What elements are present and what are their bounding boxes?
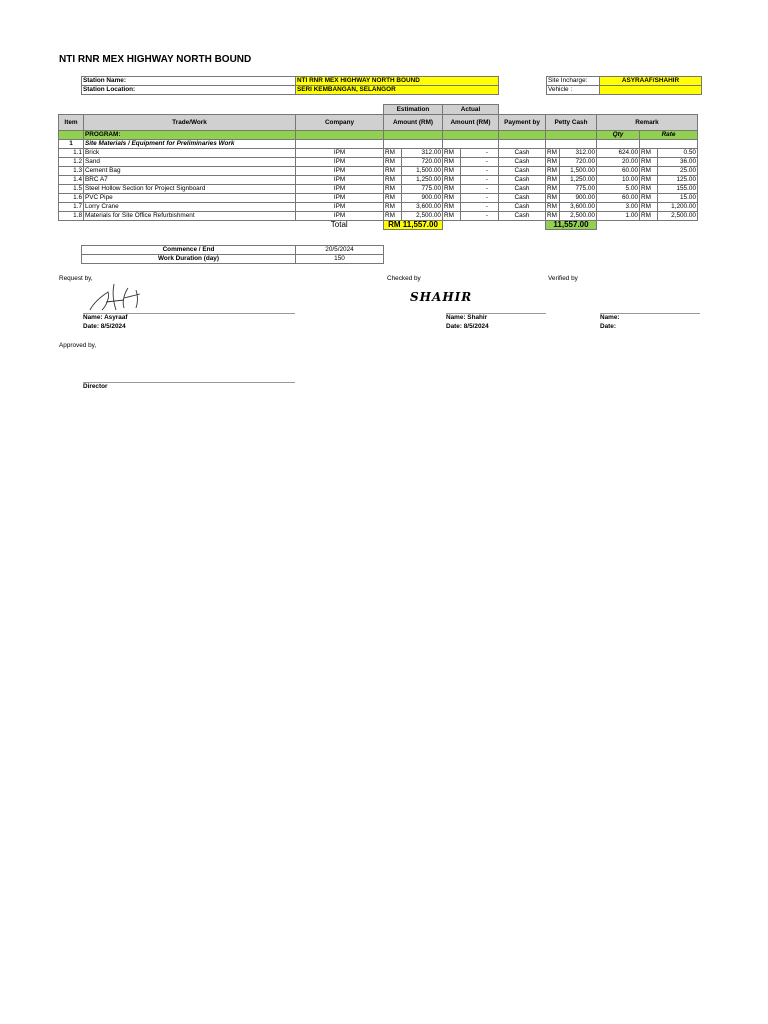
director-signature-line (83, 382, 295, 383)
estimation-amount: 900.00 (402, 194, 443, 203)
actual-amount: - (461, 176, 499, 185)
payment-by: Cash (499, 212, 546, 221)
page-title: NTI RNR MEX HIGHWAY NORTH BOUND (59, 54, 252, 65)
act-currency: RM (443, 185, 461, 194)
trade-work: Brick (84, 149, 296, 158)
program-label: PROGRAM: (84, 131, 296, 140)
estimation-amount: 312.00 (402, 149, 443, 158)
rate-currency: RM (640, 203, 658, 212)
company: IPM (296, 185, 384, 194)
est-currency: RM (384, 185, 402, 194)
item-number: 1.2 (59, 158, 84, 167)
act-currency: RM (443, 149, 461, 158)
requester-name: Name: Asyraaf (83, 314, 128, 321)
company: IPM (296, 212, 384, 221)
est-currency: RM (384, 203, 402, 212)
actual-amount: - (461, 149, 499, 158)
est-currency: RM (384, 176, 402, 185)
trade-work: Lorry Crane (84, 203, 296, 212)
total-estimation: RM 11,557.00 (384, 221, 443, 230)
company-header: Company (296, 115, 384, 131)
schedule-table (81, 245, 384, 264)
section-item: 1 (59, 140, 84, 149)
qty: 20.00 (597, 158, 640, 167)
estimation-amount: 1,500.00 (402, 167, 443, 176)
station-name-value: NTI RNR MEX HIGHWAY NORTH BOUND (296, 77, 499, 86)
table-row (59, 158, 698, 167)
estimation-header: Estimation (384, 105, 443, 115)
approved-by-label: Approved by, (59, 342, 97, 349)
rate-currency: RM (640, 185, 658, 194)
petty-cash: 1,250.00 (560, 176, 597, 185)
estimation-amount: 720.00 (402, 158, 443, 167)
payment-by: Cash (499, 167, 546, 176)
rate: 25.00 (658, 167, 698, 176)
company: IPM (296, 158, 384, 167)
vehicle-value (600, 86, 702, 95)
actual-amount-header: Amount (RM) (443, 115, 499, 131)
petty-currency: RM (546, 167, 560, 176)
est-currency: RM (384, 212, 402, 221)
petty-currency: RM (546, 194, 560, 203)
estimation-amount: 1,250.00 (402, 176, 443, 185)
rate: 2,500.00 (658, 212, 698, 221)
table-row (59, 212, 698, 221)
item-number: 1.1 (59, 149, 84, 158)
rate-header: Rate (640, 131, 698, 140)
trade-work: BRC A7 (84, 176, 296, 185)
verifier-date: Date: (600, 323, 616, 330)
requester-date: Date: 8/5/2024 (83, 323, 126, 330)
qty: 5.00 (597, 185, 640, 194)
vehicle-label: Vehicle : (547, 86, 600, 95)
duration-label: Work Duration (day) (82, 255, 296, 264)
section-title: Site Materials / Equipment for Preliminaries Work (84, 140, 296, 149)
petty-cash: 900.00 (560, 194, 597, 203)
actual-amount: - (461, 203, 499, 212)
estimation-amount-header: Amount (RM) (384, 115, 443, 131)
company: IPM (296, 194, 384, 203)
payment-by: Cash (499, 194, 546, 203)
payment-by: Cash (499, 149, 546, 158)
actual-amount: - (461, 158, 499, 167)
item-number: 1.3 (59, 167, 84, 176)
actual-amount: - (461, 194, 499, 203)
qty: 3.00 (597, 203, 640, 212)
verified-by-label: Verified by (548, 275, 578, 282)
act-currency: RM (443, 176, 461, 185)
checked-by-label: Checked by (387, 275, 421, 282)
est-currency: RM (384, 158, 402, 167)
table-row (59, 185, 698, 194)
qty: 10.00 (597, 176, 640, 185)
table-row (59, 149, 698, 158)
qty: 60.00 (597, 194, 640, 203)
petty-cash: 2,500.00 (560, 212, 597, 221)
item-number: 1.7 (59, 203, 84, 212)
payment-by: Cash (499, 176, 546, 185)
estimation-amount: 775.00 (402, 185, 443, 194)
trade-work: PVC Pipe (84, 194, 296, 203)
table-row (59, 176, 698, 185)
trade-header: Trade/Work (84, 115, 296, 131)
petty-currency: RM (546, 149, 560, 158)
actual-amount: - (461, 212, 499, 221)
petty-currency: RM (546, 158, 560, 167)
director-label: Director (83, 383, 108, 390)
site-incharge-label: Site Incharge: (547, 77, 600, 86)
trade-work: Steel Hollow Section for Project Signboard (84, 185, 296, 194)
trade-work: Materials for Site Office Refurbishment (84, 212, 296, 221)
act-currency: RM (443, 203, 461, 212)
cost-table (58, 104, 698, 230)
trade-work: Cement Bag (84, 167, 296, 176)
table-row (59, 203, 698, 212)
company: IPM (296, 149, 384, 158)
act-currency: RM (443, 194, 461, 203)
payment-by: Cash (499, 203, 546, 212)
rate: 125.00 (658, 176, 698, 185)
item-header: Item (59, 115, 84, 131)
act-currency: RM (443, 158, 461, 167)
requester-signature (84, 280, 154, 315)
rate-currency: RM (640, 212, 658, 221)
petty-currency: RM (546, 203, 560, 212)
trade-work: Sand (84, 158, 296, 167)
est-currency: RM (384, 167, 402, 176)
petty-cash: 775.00 (560, 185, 597, 194)
est-currency: RM (384, 149, 402, 158)
checker-signature: SHAHIR (410, 290, 473, 304)
checker-date: Date: 8/5/2024 (446, 323, 489, 330)
checker-name: Name: Shahir (446, 314, 488, 321)
est-currency: RM (384, 194, 402, 203)
petty-currency: RM (546, 185, 560, 194)
petty-currency: RM (546, 212, 560, 221)
estimation-amount: 2,500.00 (402, 212, 443, 221)
rate: 15.00 (658, 194, 698, 203)
verifier-name: Name: (600, 314, 620, 321)
item-number: 1.4 (59, 176, 84, 185)
estimation-amount: 3,600.00 (402, 203, 443, 212)
rate-currency: RM (640, 176, 658, 185)
qty-header: Qty (597, 131, 640, 140)
station-name-label: Station Name: (82, 77, 296, 86)
petty-cash: 720.00 (560, 158, 597, 167)
duration-value: 150 (296, 255, 384, 264)
table-row (59, 167, 698, 176)
total-label: Total (330, 220, 348, 230)
rate-currency: RM (640, 149, 658, 158)
actual-amount: - (461, 167, 499, 176)
rate-currency: RM (640, 158, 658, 167)
actual-header: Actual (443, 105, 499, 115)
total-petty-cash: 11,557.00 (546, 221, 597, 230)
station-location-label: Station Location: (82, 86, 296, 95)
qty: 60.00 (597, 167, 640, 176)
qty: 624.00 (597, 149, 640, 158)
payment-by: Cash (499, 185, 546, 194)
site-incharge-value: ASYRAAF/SHAHIR (600, 77, 702, 86)
table-row (59, 194, 698, 203)
line-items (59, 149, 698, 221)
petty-currency: RM (546, 176, 560, 185)
petty-cash: 312.00 (560, 149, 597, 158)
petty-cash: 1,500.00 (560, 167, 597, 176)
item-number: 1.6 (59, 194, 84, 203)
payment-by-header: Payment by (499, 115, 546, 131)
rate-currency: RM (640, 194, 658, 203)
rate: 36.00 (658, 158, 698, 167)
company: IPM (296, 176, 384, 185)
commence-label: Commence / End (82, 246, 296, 255)
payment-by: Cash (499, 158, 546, 167)
act-currency: RM (443, 212, 461, 221)
company: IPM (296, 203, 384, 212)
rate: 1,200.00 (658, 203, 698, 212)
station-info-table (81, 76, 499, 95)
qty: 1.00 (597, 212, 640, 221)
petty-cash: 3,600.00 (560, 203, 597, 212)
petty-cash-header: Petty Cash (546, 115, 597, 131)
request-by-label: Request by, (59, 275, 93, 282)
rate: 0.50 (658, 149, 698, 158)
company: IPM (296, 167, 384, 176)
remark-header: Remark (597, 115, 698, 131)
item-number: 1.5 (59, 185, 84, 194)
rate: 155.00 (658, 185, 698, 194)
rate-currency: RM (640, 167, 658, 176)
actual-amount: - (461, 185, 499, 194)
item-number: 1.8 (59, 212, 84, 221)
commence-value: 20/5/2024 (296, 246, 384, 255)
act-currency: RM (443, 167, 461, 176)
site-incharge-table (546, 76, 702, 95)
station-location-value: SERI KEMBANGAN, SELANGOR (296, 86, 499, 95)
